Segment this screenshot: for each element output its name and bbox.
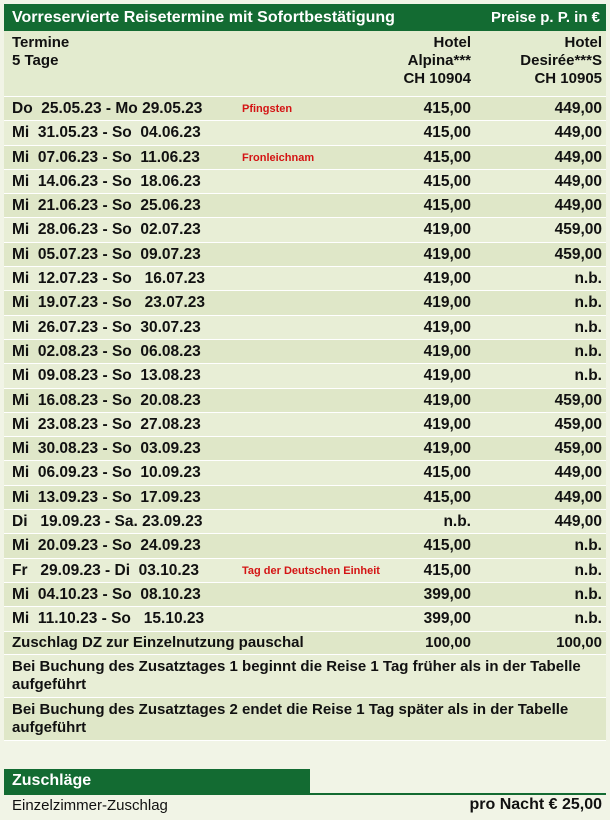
info-zusatztag-2: Bei Buchung des Zusatztages 2 endet die Reise 1 Tag später als in der Tabelle aufgeführt <box>4 698 606 741</box>
table-row <box>4 243 606 267</box>
date-rows <box>4 97 606 632</box>
table-row <box>4 170 606 194</box>
table-row <box>4 194 606 218</box>
table-row <box>4 316 606 340</box>
price-alpina: 415,00 <box>423 172 471 190</box>
price-desiree: n.b. <box>574 342 602 360</box>
row-date: Mi 26.07.23 - So 30.07.23 <box>12 318 201 336</box>
table-row <box>4 267 606 291</box>
price-desiree: 449,00 <box>554 148 602 166</box>
price-alpina: 419,00 <box>423 367 471 385</box>
price-alpina: 419,00 <box>423 391 471 409</box>
price-note: Preise p. P. in € <box>491 9 600 26</box>
price-alpina: 419,00 <box>423 342 471 360</box>
price-alpina: 415,00 <box>423 148 471 166</box>
price-alpina: 419,00 <box>423 415 471 433</box>
price-alpina: 415,00 <box>423 488 471 506</box>
row-date: Mi 06.09.23 - So 10.09.23 <box>12 464 201 482</box>
zuschlaege-row <box>4 793 606 816</box>
surcharge-price-desiree: 100,00 <box>556 633 602 651</box>
table-row <box>4 559 606 583</box>
price-alpina: 399,00 <box>423 585 471 603</box>
hotel-desiree-header: Hotel Desirée***S CH 10905 <box>520 34 602 87</box>
price-alpina: 399,00 <box>423 610 471 628</box>
title-bar <box>4 4 606 31</box>
table-row <box>4 583 606 607</box>
price-desiree: n.b. <box>574 294 602 312</box>
table-row <box>4 121 606 145</box>
row-date: Mi 02.08.23 - So 06.08.23 <box>12 342 201 360</box>
table-row <box>4 218 606 242</box>
price-alpina: 415,00 <box>423 537 471 555</box>
row-date: Mi 28.06.23 - So 02.07.23 <box>12 221 201 239</box>
table-row <box>4 510 606 534</box>
surcharge-row <box>4 632 606 655</box>
table-row <box>4 389 606 413</box>
price-alpina: 419,00 <box>423 440 471 458</box>
table-row <box>4 437 606 461</box>
einzelzimmer-label: Einzelzimmer-Zuschlag <box>12 797 168 814</box>
row-date: Mi 09.08.23 - So 13.08.23 <box>12 367 201 385</box>
hotel-alpina-header: Hotel Alpina*** CH 10904 <box>403 34 471 87</box>
price-desiree: 459,00 <box>554 415 602 433</box>
price-desiree: 449,00 <box>554 488 602 506</box>
price-desiree: 449,00 <box>554 197 602 215</box>
row-date: Mi 31.05.23 - So 04.06.23 <box>12 124 201 142</box>
price-desiree: 459,00 <box>554 391 602 409</box>
row-note: Tag der Deutschen Einheit <box>242 564 380 577</box>
row-note: Pfingsten <box>242 103 293 115</box>
price-alpina: 415,00 <box>423 561 471 579</box>
row-date: Do 25.05.23 - Mo 29.05.23 <box>12 100 203 117</box>
termine-header: Termine 5 Tage <box>12 34 70 69</box>
price-desiree: n.b. <box>574 367 602 385</box>
price-alpina: 415,00 <box>423 464 471 482</box>
table-row <box>4 486 606 510</box>
row-date: Mi 23.08.23 - So 27.08.23 <box>12 415 201 433</box>
price-alpina: 415,00 <box>423 100 471 117</box>
price-desiree: 459,00 <box>554 221 602 239</box>
einzelzimmer-price: pro Nacht € 25,00 <box>469 796 602 813</box>
table-row <box>4 607 606 631</box>
table-header <box>4 31 606 97</box>
zuschlaege-title: Zuschläge <box>4 769 310 793</box>
price-desiree: 449,00 <box>554 124 602 142</box>
price-table <box>4 31 606 741</box>
row-date: Mi 11.10.23 - So 15.10.23 <box>12 610 205 628</box>
row-date: Mi 19.07.23 - So 23.07.23 <box>12 294 206 312</box>
row-date: Mi 14.06.23 - So 18.06.23 <box>12 172 201 190</box>
price-alpina: 419,00 <box>423 270 471 288</box>
row-date: Mi 13.09.23 - So 17.09.23 <box>12 488 201 506</box>
table-title: Vorreservierte Reisetermine mit Sofortbestätigung <box>12 8 395 26</box>
price-alpina: 419,00 <box>423 245 471 263</box>
row-date: Mi 16.08.23 - So 20.08.23 <box>12 391 201 409</box>
price-desiree: n.b. <box>574 585 602 603</box>
price-desiree: 449,00 <box>554 464 602 482</box>
row-date: Di 19.09.23 - Sa. 23.09.23 <box>12 513 203 531</box>
surcharge-price-alpina: 100,00 <box>425 633 471 651</box>
price-desiree: 459,00 <box>554 245 602 263</box>
info-zusatztag-1: Bei Buchung des Zusatztages 1 beginnt die Reise 1 Tag früher als in der Tabelle aufgeführt <box>4 655 606 698</box>
table-row <box>4 97 606 121</box>
price-desiree: n.b. <box>574 610 602 628</box>
price-desiree: 459,00 <box>554 440 602 458</box>
price-desiree: n.b. <box>574 270 602 288</box>
price-desiree: 449,00 <box>554 100 602 117</box>
price-desiree: 449,00 <box>554 513 602 531</box>
row-date: Mi 12.07.23 - So 16.07.23 <box>12 270 206 288</box>
row-date: Mi 30.08.23 - So 03.09.23 <box>12 440 201 458</box>
surcharge-label: Zuschlag DZ zur Einzelnutzung pauschal <box>12 633 304 651</box>
row-date: Mi 20.09.23 - So 24.09.23 <box>12 537 201 555</box>
row-date: Mi 04.10.23 - So 08.10.23 <box>12 585 201 603</box>
price-alpina: 419,00 <box>423 294 471 312</box>
price-desiree: n.b. <box>574 318 602 336</box>
row-date: Fr 29.09.23 - Di 03.10.23 <box>12 561 199 579</box>
row-date: Mi 21.06.23 - So 25.06.23 <box>12 197 201 215</box>
price-alpina: 415,00 <box>423 197 471 215</box>
price-alpina: 419,00 <box>423 221 471 239</box>
price-alpina: 419,00 <box>423 318 471 336</box>
row-date: Mi 05.07.23 - So 09.07.23 <box>12 245 201 263</box>
price-alpina: 415,00 <box>423 124 471 142</box>
price-desiree: n.b. <box>574 561 602 579</box>
row-note: Fronleichnam <box>242 151 315 164</box>
price-alpina: n.b. <box>443 513 471 531</box>
price-desiree: 449,00 <box>554 172 602 190</box>
table-row <box>4 461 606 485</box>
table-row <box>4 291 606 315</box>
price-desiree: n.b. <box>574 537 602 555</box>
table-row <box>4 413 606 437</box>
table-row <box>4 364 606 388</box>
row-date: Mi 07.06.23 - So 11.06.23 <box>12 148 200 166</box>
table-row <box>4 146 606 170</box>
table-row <box>4 340 606 364</box>
table-row <box>4 534 606 558</box>
